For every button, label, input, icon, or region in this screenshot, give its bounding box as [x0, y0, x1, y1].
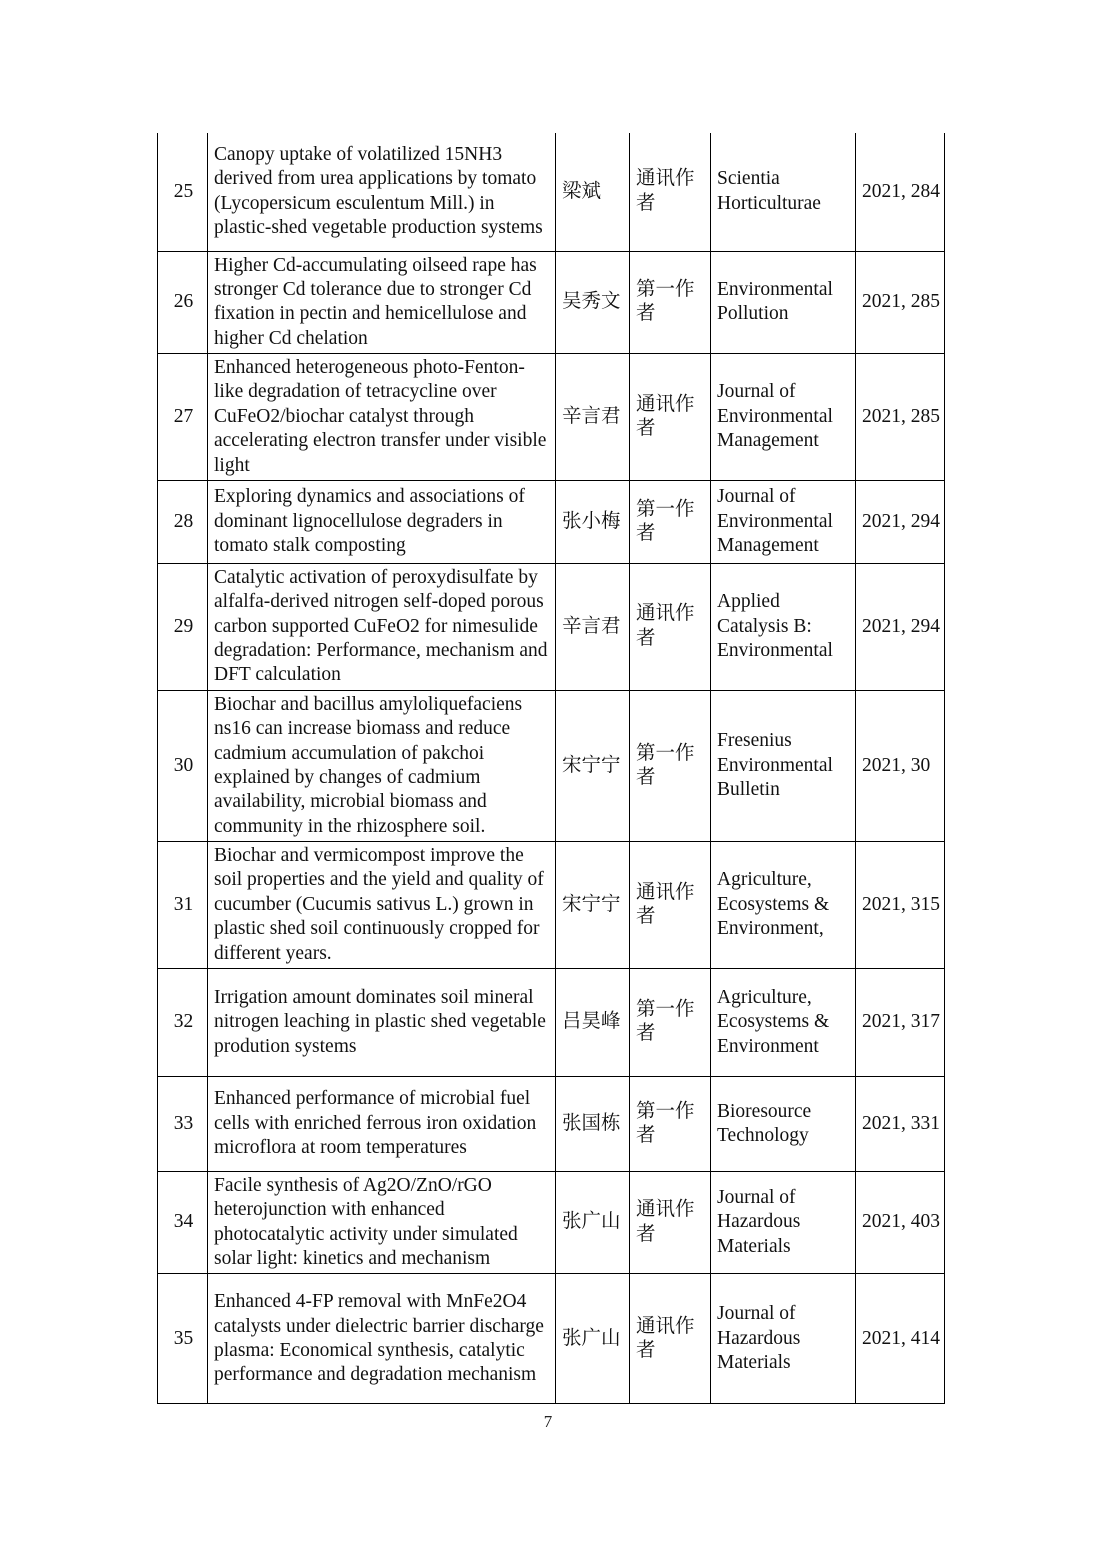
author-role-cell: 第一作者: [630, 1076, 711, 1171]
row-number-cell: 32: [158, 968, 208, 1076]
paper-title-cell: Enhanced performance of microbial fuel cells with enriched ferrous iron oxidation microflora at room temperatures: [208, 1076, 556, 1171]
table-row: [158, 480, 945, 563]
year-volume-cell: 2021, 331: [856, 1076, 945, 1171]
year-volume-cell: 2021, 294: [856, 563, 945, 690]
author-name-cell: 张国栋: [556, 1076, 630, 1171]
author-role-cell: 通讯作者: [630, 563, 711, 690]
journal-cell: Journal of Environmental Management: [711, 480, 856, 563]
author-name-cell: 张小梅: [556, 480, 630, 563]
year-volume-cell: 2021, 285: [856, 251, 945, 354]
journal-cell: Journal of Hazardous Materials: [711, 1274, 856, 1404]
row-number-cell: 34: [158, 1171, 208, 1274]
year-volume-cell: 2021, 414: [856, 1274, 945, 1404]
table-row: [158, 133, 945, 251]
author-role-cell: 通讯作者: [630, 1274, 711, 1404]
author-name-cell: 张广山: [556, 1171, 630, 1274]
table-row: [158, 1076, 945, 1171]
year-volume-cell: 2021, 317: [856, 968, 945, 1076]
paper-title-cell: Facile synthesis of Ag2O/ZnO/rGO heterojunction with enhanced photocatalytic activity under simulated solar light: kinetics and mechanism: [208, 1171, 556, 1274]
table-row: [158, 968, 945, 1076]
author-role-cell: 第一作者: [630, 968, 711, 1076]
year-volume-cell: 2021, 284: [856, 133, 945, 251]
author-role-cell: 通讯作者: [630, 842, 711, 969]
author-name-cell: 宋宁宁: [556, 690, 630, 841]
journal-cell: Scientia Horticulturae: [711, 133, 856, 251]
author-name-cell: 张广山: [556, 1274, 630, 1404]
table-row: [158, 251, 945, 354]
table-row: [158, 354, 945, 481]
paper-title-cell: Canopy uptake of volatilized 15NH3 derived from urea applications by tomato (Lycopersicum esculentum Mill.) in plastic-shed vegetable production systems: [208, 133, 556, 251]
paper-title-cell: Higher Cd-accumulating oilseed rape has stronger Cd tolerance due to stronger Cd fixation in pectin and hemicellulose and higher Cd chelation: [208, 251, 556, 354]
author-name-cell: 宋宁宁: [556, 842, 630, 969]
row-number-cell: 26: [158, 251, 208, 354]
journal-cell: Agriculture, Ecosystems & Environment,: [711, 842, 856, 969]
year-volume-cell: 2021, 294: [856, 480, 945, 563]
journal-cell: Agriculture, Ecosystems & Environment: [711, 968, 856, 1076]
row-number-cell: 25: [158, 133, 208, 251]
row-number-cell: 31: [158, 842, 208, 969]
author-role-cell: 第一作者: [630, 251, 711, 354]
year-volume-cell: 2021, 30: [856, 690, 945, 841]
table-row: [158, 1171, 945, 1274]
row-number-cell: 35: [158, 1274, 208, 1404]
paper-title-cell: Biochar and vermicompost improve the soil properties and the yield and quality of cucumber (Cucumis sativus L.) grown in plastic shed soil continuously cropped for different years.: [208, 842, 556, 969]
author-role-cell: 通讯作者: [630, 133, 711, 251]
journal-cell: Journal of Hazardous Materials: [711, 1171, 856, 1274]
author-name-cell: 梁斌: [556, 133, 630, 251]
paper-title-cell: Catalytic activation of peroxydisulfate by alfalfa-derived nitrogen self-doped porous carbon supported CuFeO2 for nimesulide degradation: Performance, mechanism and DFT calculation: [208, 563, 556, 690]
year-volume-cell: 2021, 403: [856, 1171, 945, 1274]
paper-title-cell: Biochar and bacillus amyloliquefaciens ns16 can increase biomass and reduce cadmium accumulation of pakchoi explained by changes of cadmium availability, microbial biomass and community in the rhizosphere soil.: [208, 690, 556, 841]
author-name-cell: 吴秀文: [556, 251, 630, 354]
journal-cell: Applied Catalysis B: Environmental: [711, 563, 856, 690]
row-number-cell: 30: [158, 690, 208, 841]
author-role-cell: 通讯作者: [630, 1171, 711, 1274]
author-role-cell: 通讯作者: [630, 354, 711, 481]
year-volume-cell: 2021, 315: [856, 842, 945, 969]
year-volume-cell: 2021, 285: [856, 354, 945, 481]
journal-cell: Journal of Environmental Management: [711, 354, 856, 481]
row-number-cell: 29: [158, 563, 208, 690]
author-name-cell: 辛言君: [556, 354, 630, 481]
author-name-cell: 吕昊峰: [556, 968, 630, 1076]
table-row: [158, 563, 945, 690]
paper-title-cell: Enhanced heterogeneous photo-Fenton-like degradation of tetracycline over CuFeO2/biochar catalyst through accelerating electron transfer under visible light: [208, 354, 556, 481]
page-number: 7: [543, 1412, 553, 1431]
table-row: [158, 842, 945, 969]
author-role-cell: 第一作者: [630, 480, 711, 563]
table-row: [158, 1274, 945, 1404]
journal-cell: Bioresource Technology: [711, 1076, 856, 1171]
author-role-cell: 第一作者: [630, 690, 711, 841]
row-number-cell: 27: [158, 354, 208, 481]
row-number-cell: 33: [158, 1076, 208, 1171]
author-name-cell: 辛言君: [556, 563, 630, 690]
journal-cell: Fresenius Environmental Bulletin: [711, 690, 856, 841]
table-row: [158, 690, 945, 841]
journal-cell: Environmental Pollution: [711, 251, 856, 354]
row-number-cell: 28: [158, 480, 208, 563]
paper-title-cell: Irrigation amount dominates soil mineral nitrogen leaching in plastic shed vegetable prodution systems: [208, 968, 556, 1076]
paper-title-cell: Enhanced 4-FP removal with MnFe2O4 catalysts under dielectric barrier discharge plasma: Economical synthesis, catalytic performance and degradation mechanism: [208, 1274, 556, 1404]
publication-table: [157, 133, 945, 1404]
paper-title-cell: Exploring dynamics and associations of dominant lignocellulose degraders in tomato stalk composting: [208, 480, 556, 563]
